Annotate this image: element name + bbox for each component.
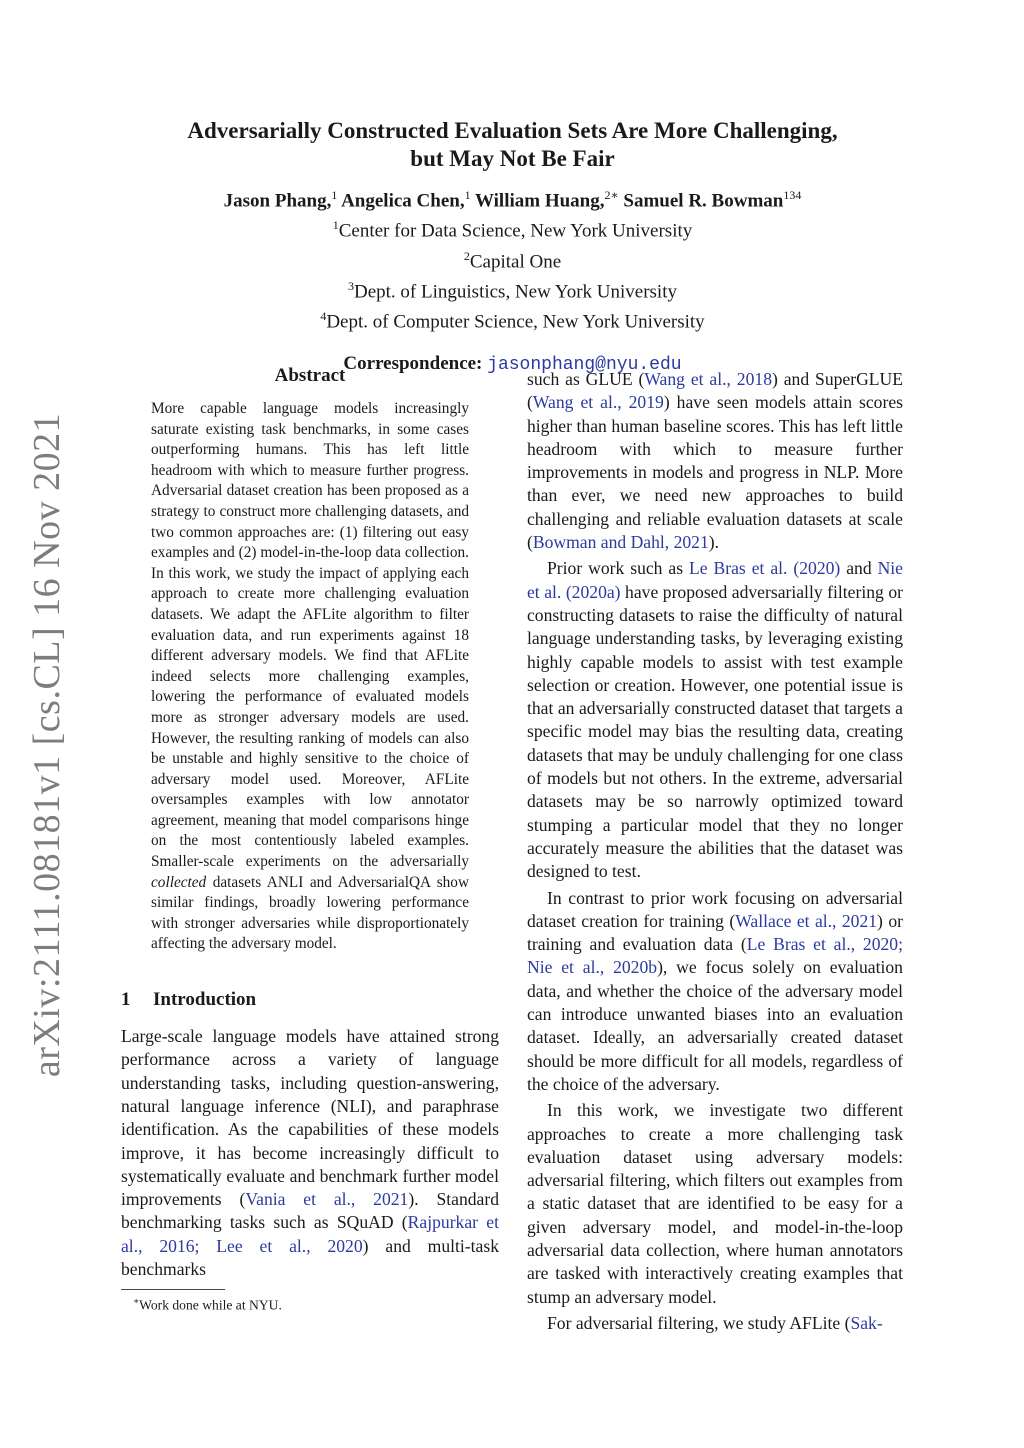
title-line-1: Adversarially Constructed Evaluation Sets Are More Challenging,: [187, 118, 838, 143]
author-name: Jason Phang,: [223, 190, 332, 212]
abstract-text: More capable language models increasingly saturate existing task benchmarks, in some cases outperforming humans. This has left little headroom with which to measure further progress. Adversarial dataset creation has been proposed as a strategy to construct more challenging datasets, and two common approaches are: (1) filtering out easy examples and (2) model-in-the-loop data collection. In this work, we study the impact of applying each approach to create more challenging evaluation datasets. We adapt the AFLite algorithm to filter evaluation data, and run experiments against 18 different adversary models. We find that AFLite indeed selects more challenging examples, lowering the performance of evaluated models more as stronger adversary models are used. However, the resulting ranking of models can also be unstable and highly sensitive to the choice of adversary model used. Moreover, AFLite oversamples examples with low annotator agreement, meaning that model comparisons hinge on the most contentiously labeled examples. Smaller-scale experiments on the adversarially: [151, 400, 469, 871]
body-text: Prior work such as: [547, 558, 690, 579]
body-text: such as GLUE (: [527, 369, 645, 389]
footnote-text: Work done while at NYU.: [139, 1297, 282, 1313]
citation-link[interactable]: Le Bras et al. (2020): [689, 558, 841, 579]
body-paragraph: [527, 368, 903, 554]
author-affil-mark: 1: [331, 188, 338, 202]
paper-title: [120, 117, 905, 173]
author-affil-mark: 2∗: [604, 188, 619, 202]
affiliation-mark: 1: [332, 218, 339, 233]
right-column: [527, 368, 903, 1335]
body-text: and: [840, 558, 878, 579]
body-paragraph: [527, 1312, 903, 1335]
affiliation-text: Dept. of Linguistics, New York University: [354, 281, 677, 303]
section-number: 1: [121, 989, 131, 1011]
citation-link[interactable]: Vania et al., 2021: [245, 1189, 409, 1210]
affiliation-text: Center for Data Science, New York University: [338, 220, 693, 242]
citation-link[interactable]: Wang et al., 2019: [532, 392, 664, 413]
body-text: ).: [708, 532, 720, 553]
affiliation-text: Dept. of Computer Science, New York University: [326, 311, 705, 333]
affiliation-mark: 3: [348, 278, 354, 293]
section-heading: [121, 989, 499, 1011]
body-text: ) and multi-task benchmarks: [121, 1235, 499, 1279]
body-paragraph: [527, 557, 903, 883]
body-paragraph: In this work, we investigate two different approaches to create a more challenging task evaluation dataset using adversary models: adversarial filtering, which filters out examples from a static dataset that are identified to be easy for a given adversary model, and model-in-the-loop adversarial data collection, where human annotators are tasked with interactively creating examples that stump an adversary model.: [527, 1100, 903, 1307]
author-name: William Huang,: [474, 190, 605, 212]
citation-link[interactable]: Sak-: [850, 1312, 883, 1333]
body-text: have proposed adversarially filtering or constructing datasets to raise the difficulty of natural language understanding tasks, by leveraging existing highly capable models to assist with test example selection or creation. However, one potential issue is that an adversarially constructed dataset that targets a specific model may bias the resulting data, creating datasets that may be unduly challenging for one class of models but not others. In the extreme, adversarial datasets may be so narrowly optimized toward stumping a particular model that they no longer accurately measure the abilities that the dataset was designed to test.: [527, 581, 903, 882]
affiliation: [120, 213, 905, 243]
footnote-divider: [121, 1289, 225, 1290]
affiliation-mark: 4: [320, 309, 327, 324]
correspondence-label: Correspondence:: [343, 352, 483, 374]
affiliation: [120, 244, 905, 274]
citation-link[interactable]: Wang et al., 2018: [644, 369, 772, 389]
citation-link[interactable]: Le Bras et al., 2020; Nie et al., 2020b: [527, 934, 903, 978]
body-text: ) or training and evaluation data (: [527, 910, 903, 955]
title-line-2: but May Not Be Fair: [410, 146, 615, 171]
footnote-mark: ∗: [133, 1296, 140, 1307]
arxiv-sidebar-stamp: [22, 412, 72, 1078]
arxiv-identifier: arXiv:2111.08181v1 [cs.CL] 16 Nov 2021: [26, 412, 69, 1078]
intro-paragraph: [121, 1025, 499, 1281]
footnote: [121, 1296, 499, 1314]
author-name: Angelica Chen,: [341, 190, 465, 212]
affiliation-text: Capital One: [469, 250, 562, 272]
author-list: [120, 183, 905, 213]
citation-link[interactable]: Bowman and Dahl, 2021: [532, 532, 709, 553]
citation-link[interactable]: Wallace et al., 2021: [735, 910, 878, 931]
author-block: [120, 183, 905, 377]
affiliation-mark: 2: [463, 248, 470, 263]
left-column: [121, 365, 499, 1314]
abstract-heading: Abstract: [274, 365, 346, 386]
body-text: Large-scale language models have attained strong performance across a variety of language understanding tasks, including question-answering, natural language inference (NLI), and paraphrase identification. As the capabilities of these models improve, it has become increasingly difficult to systematically evaluate and benchmark further model improvements (: [121, 1026, 499, 1210]
correspondence-email-link[interactable]: jasonphang@nyu.edu: [487, 354, 682, 375]
body-text: ) and SuperGLUE (: [527, 369, 903, 413]
body-text: In contrast to prior work focusing on adversarial dataset creation for training (: [527, 887, 903, 931]
body-text: ), we focus solely on evaluation data, and whether the choice of the adversary model can introduce unwanted biases into an evaluation dataset. Ideally, an adversarially created dataset should be more difficult for all models, regardless of the choice of the adversary.: [527, 957, 903, 1094]
citation-link[interactable]: Rajpurkar et al., 2016; Lee et al., 2020: [121, 1212, 499, 1256]
body-paragraph: [527, 887, 903, 1097]
citation-link[interactable]: Nie et al. (2020a): [527, 558, 903, 602]
abstract-text: datasets ANLI and AdversarialQA show similar findings, broadly lowering performance with stronger adversaries while disproportionately affecting the adversary model.: [151, 873, 469, 953]
author-affil-mark: 1: [464, 188, 471, 202]
abstract-body: [151, 399, 469, 955]
author-affil-mark: 134: [783, 188, 802, 202]
section-title: Introduction: [153, 989, 257, 1011]
body-text: For adversarial filtering, we study AFLite (: [547, 1312, 851, 1333]
author-name: Samuel R. Bowman: [623, 190, 784, 212]
affiliation: [120, 274, 905, 304]
abstract-emphasis: collected: [151, 873, 207, 891]
affiliation: [120, 304, 905, 334]
body-text: ) have seen models attain scores higher than human baseline scores. This has left little headroom with which to measure further improvements in models and progress in NLP. More than ever, we need new approaches to build challenging and reliable evaluation datasets at scale (: [527, 392, 903, 553]
body-text: ). Standard benchmarking tasks such as SQuAD (: [121, 1189, 500, 1233]
